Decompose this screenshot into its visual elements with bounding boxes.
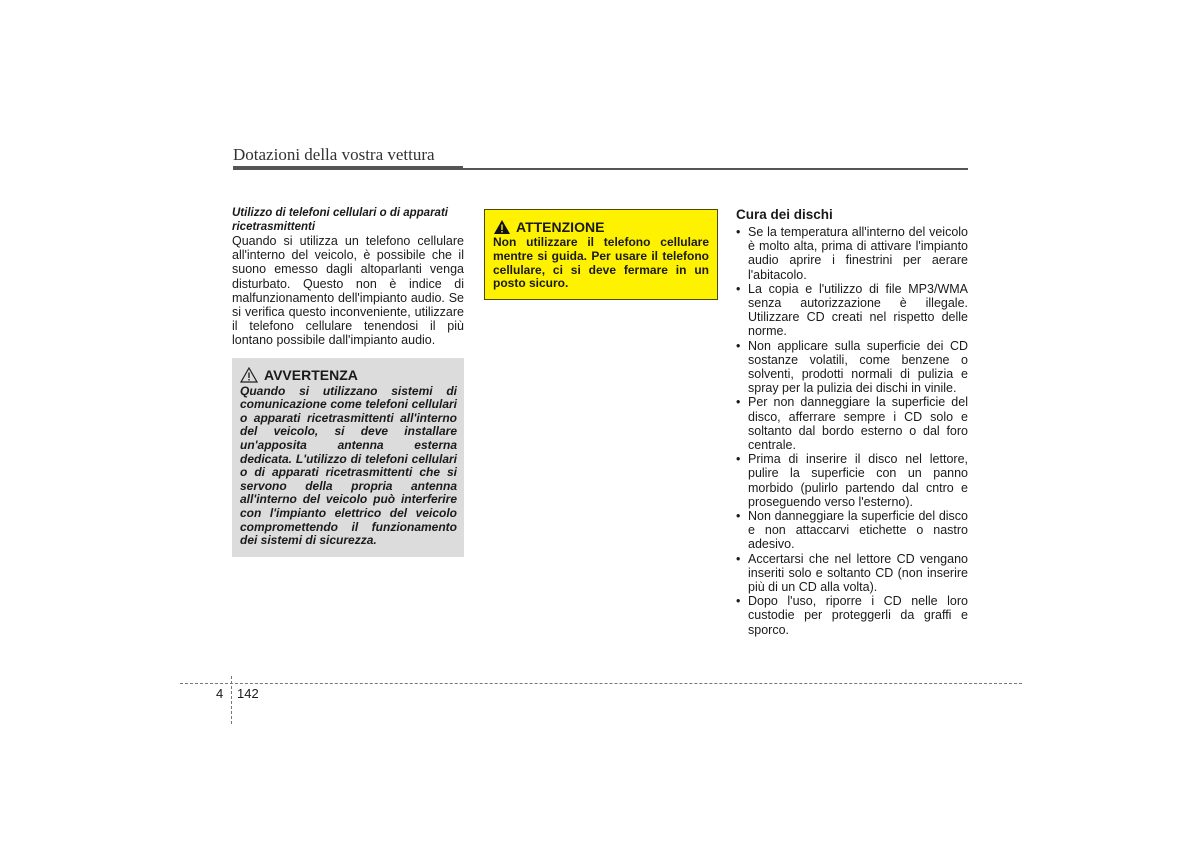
subheading-mobile-phones: Utilizzo di telefoni cellulari o di apparati ricetrasmittenti [232,207,448,233]
warning-text: Quando si utilizzano sistemi di comunicazione come telefoni cellulari o apparati ricetrasmittenti all'interno del veicolo, si deve installare un'apposita antenna esterna dedicata. L'utilizzo di telefoni cellulari o di apparati ricetrasmittenti che si servono della propria antenna all'interno del veicolo può interferire con l'impianto elettrico del veicolo compromettendo il funzionamento dei sistemi di sicurezza. [240,383,457,548]
list-item: • Per non danneggiare la superficie del disco, afferrare sempre i CD solo e soltanto dal bordo esterno o dal foro centrale. [736,395,968,452]
warning-filled-icon [493,219,511,235]
list-item: • La copia e l'utilizzo di file MP3/WMA senza autorizzazione è illegale. Utilizzare CD creati nel rispetto delle norme. [736,282,968,339]
warning-title: AVVERTENZA [264,366,358,383]
list-item: • Non danneggiare la superficie del disco e non attaccarvi etichette o nastro adesivo. [736,509,968,552]
warning-outline-icon [240,367,258,383]
footer-dashed-divider [231,676,232,724]
disc-care-title: Cura dei dischi [736,207,833,222]
header-rule-thick [233,166,463,170]
list-item: • Accertarsi che nel lettore CD vengano inseriti solo e soltanto CD (non inserire più di un CD alla volta). [736,552,968,595]
warning-heading [240,367,457,383]
header-rule-thin [463,168,968,170]
page-number: 142 [237,686,259,701]
footer-dashed-rule [180,683,1022,684]
caution-text: Non utilizzare il telefono cellulare mentre si guida. Per usare il telefono cellulare, ci si deve fermare in un posto sicuro. [493,235,709,291]
chapter-number: 4 [216,686,224,701]
section-header-title: Dotazioni della vostra vettura [233,145,435,164]
list-item: • Se la temperatura all'interno del veicolo è molto alta, prima di attivare l'impianto audio aprire i finestrini per aerare l'abitacolo. [736,225,968,282]
caution-title: ATTENZIONE [516,219,605,235]
caution-heading [493,219,709,235]
warning-box [232,358,464,557]
disc-care-list [736,225,968,637]
list-item: • Non applicare sulla superficie dei CD sostanze volatili, come benzene o solventi, prodotti normali di pulizia e spray per la pulizia dei dischi in vinile. [736,339,968,396]
list-item: • Prima di inserire il disco nel lettore, pulire la superficie con un panno morbido (pulirlo partendo dal cntro e proseguendo verso l'esterno). [736,452,968,509]
list-item: • Dopo l'uso, riporre i CD nelle loro custodie per proteggerli da graffi e sporco. [736,594,968,637]
right-column [736,207,968,637]
left-column [232,207,464,557]
caution-box [484,209,718,300]
paragraph-mobile-phones: Quando si utilizza un telefono cellulare all'interno del veicolo, è possibile che il suono emesso dagli altoparlanti venga disturbato. Questo non è indice di malfunzionamento dell'impianto audio. Se si verifica questo inconveniente, utilizzare il telefono cellulare tenendosi il più lontano possibile dall'impianto audio. [232,234,464,348]
